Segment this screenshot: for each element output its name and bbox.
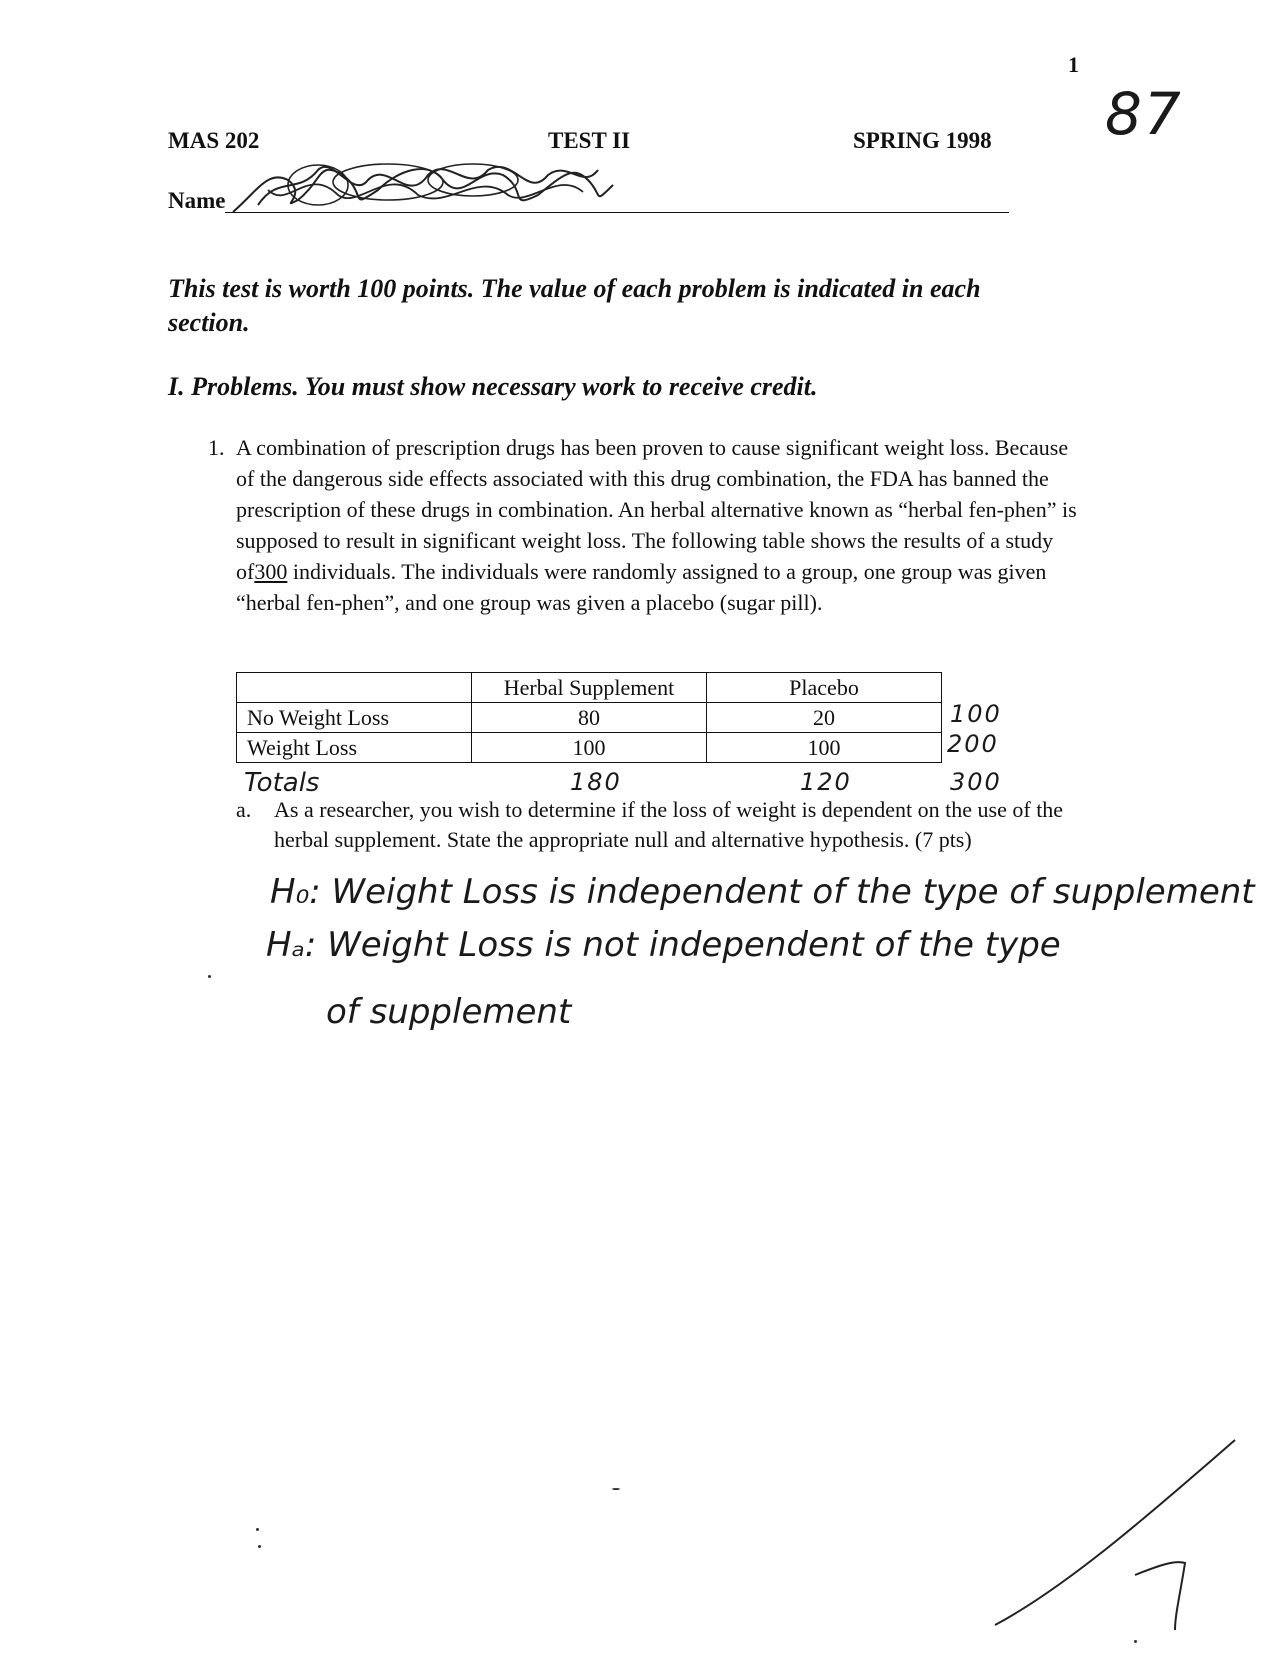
grader-checkmark <box>990 1425 1250 1635</box>
handwritten-alternative-hypothesis: Hₐ: Weight Loss is not independent of the type <box>266 925 1061 965</box>
table-header-row <box>237 673 942 703</box>
redacted-name-scribble <box>228 150 618 220</box>
table-cell: 80 <box>472 703 707 733</box>
handwritten-grand-total: 300 <box>950 768 1002 796</box>
page-number: 1 <box>1068 52 1079 77</box>
part-letter: a. <box>236 797 252 822</box>
table-row <box>237 733 942 763</box>
scan-speck <box>256 1528 259 1531</box>
study-size: 300 <box>254 559 288 584</box>
name-label: Name <box>168 188 226 213</box>
problem-text <box>236 432 1091 618</box>
table-cell: 20 <box>707 703 942 733</box>
table-row <box>237 703 942 733</box>
table-cell: 100 <box>707 733 942 763</box>
results-table <box>236 672 942 763</box>
scan-speck <box>612 1488 620 1490</box>
handwritten-row-total: 100 <box>950 700 1002 728</box>
table-cell: Weight Loss <box>237 733 472 763</box>
section-heading: I. Problems. You must show necessary work to receive credit. <box>168 372 818 401</box>
problem-text-after: individuals. The individuals were randomly assigned to a group, one group was given “herbal fen-phen”, and one group was given a placebo (sugar pill). <box>236 559 1047 615</box>
test-instructions: This test is worth 100 points. The value of each problem is indicated in each section. <box>168 274 981 337</box>
handwritten-score: 87 <box>1105 80 1183 148</box>
table-header-cell: Placebo <box>707 673 942 703</box>
scan-speck <box>208 975 211 978</box>
part-a-text: As a researcher, you wish to determine if the loss of weight is dependent on the use of the herbal supplement. State the appropriate null and alternative hypothesis. (7 pts) <box>274 797 1064 852</box>
handwritten-alternative-hypothesis-continued: of supplement <box>326 992 572 1032</box>
table-header-cell <box>237 673 472 703</box>
table-header-cell: Herbal Supplement <box>472 673 707 703</box>
scan-speck <box>1134 1640 1137 1643</box>
handwritten-totals-label: Totals <box>244 768 320 798</box>
problem-text-before: A combination of prescription drugs has been proven to cause significant weight loss. Because of the dangerous side effects associated with this drug combination, the FDA has banned the prescription of these drugs in combination. An herbal alternative known as “herbal fen-phen” is supposed to result in significant weight loss. The following table shows the results of a study of <box>236 435 1077 584</box>
scan-speck <box>258 1545 261 1548</box>
handwritten-row-total: 200 <box>947 730 999 758</box>
handwritten-column-total: 180 <box>570 768 622 796</box>
problem-number: 1. <box>208 435 225 460</box>
table-cell: 100 <box>472 733 707 763</box>
course-code: MAS 202 <box>168 128 260 153</box>
table-cell: No Weight Loss <box>237 703 472 733</box>
term: SPRING 1998 <box>853 128 992 153</box>
handwritten-column-total: 120 <box>800 768 852 796</box>
test-title: TEST II <box>548 128 631 153</box>
handwritten-null-hypothesis: H₀: Weight Loss is independent of the type of supplement <box>270 872 1255 912</box>
